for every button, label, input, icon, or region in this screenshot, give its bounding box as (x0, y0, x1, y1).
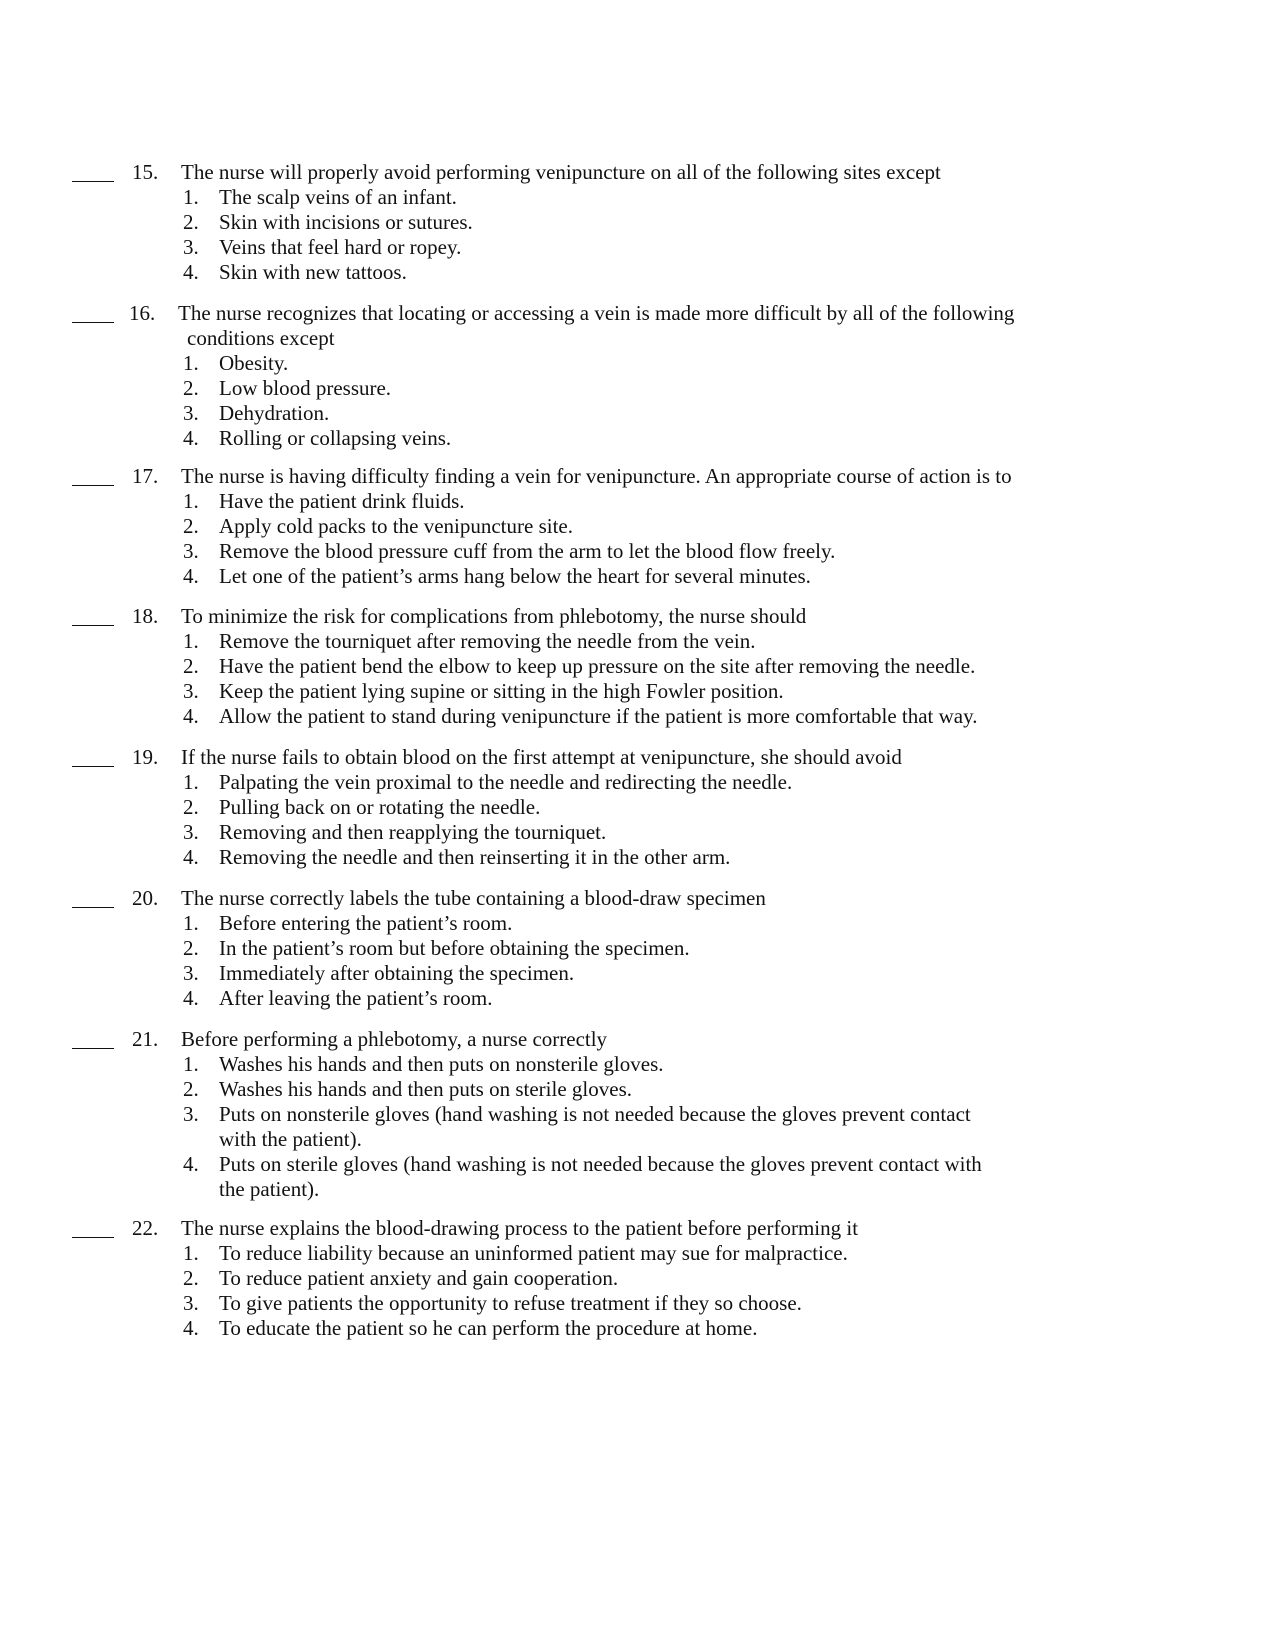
option (0, 1052, 1275, 1077)
option-text: Apply cold packs to the venipuncture site. (219, 514, 573, 538)
option (0, 770, 1275, 795)
option-number: 3. (183, 235, 199, 259)
option (0, 514, 1275, 539)
question-number: 21. (132, 1027, 159, 1051)
option (0, 1102, 1275, 1127)
question-17 (0, 464, 1275, 589)
option (0, 185, 1275, 210)
option-number: 1. (183, 185, 199, 209)
question-line (0, 160, 1275, 185)
option-number: 2. (183, 795, 199, 819)
answer-blank[interactable] (72, 883, 114, 908)
option-text: Have the patient bend the elbow to keep up pressure on the site after removing the needle. (219, 654, 976, 678)
option-number: 3. (183, 1291, 199, 1315)
option-number: 3. (183, 401, 199, 425)
answer-blank[interactable] (72, 157, 114, 182)
option-text: Remove the tourniquet after removing the needle from the vein. (219, 629, 756, 653)
option (0, 704, 1275, 729)
question-text: The nurse correctly labels the tube containing a blood-draw specimen (181, 886, 766, 910)
option (0, 351, 1275, 376)
option (0, 911, 1275, 936)
question-text: The nurse is having difficulty finding a vein for venipuncture. An appropriate course of action is to (181, 464, 1012, 488)
option-text-continued: with the patient). (219, 1127, 362, 1151)
option (0, 1291, 1275, 1316)
option-number: 2. (183, 1077, 199, 1101)
question-line (0, 301, 1275, 326)
question-line (0, 1216, 1275, 1241)
option-number: 4. (183, 845, 199, 869)
option (0, 210, 1275, 235)
option-number: 3. (183, 539, 199, 563)
option (0, 795, 1275, 820)
question-text: To minimize the risk for complications from phlebotomy, the nurse should (181, 604, 807, 628)
question-22 (0, 1216, 1275, 1341)
option-text: To educate the patient so he can perform the procedure at home. (219, 1316, 758, 1340)
option-text: Palpating the vein proximal to the needle and redirecting the needle. (219, 770, 793, 794)
option (0, 489, 1275, 514)
option-text: To reduce liability because an uninformed patient may sue for malpractice. (219, 1241, 848, 1265)
option-text: Have the patient drink fluids. (219, 489, 465, 513)
question-20 (0, 886, 1275, 1011)
option (0, 426, 1275, 451)
option-text: Immediately after obtaining the specimen. (219, 961, 575, 985)
option (0, 564, 1275, 589)
option-text: Washes his hands and then puts on sterile gloves. (219, 1077, 632, 1101)
option-number: 4. (183, 704, 199, 728)
option-text: Before entering the patient’s room. (219, 911, 513, 935)
option-number: 1. (183, 911, 199, 935)
option-text: Removing the needle and then reinserting it in the other arm. (219, 845, 731, 869)
question-text: The nurse recognizes that locating or accessing a vein is made more difficult by all of the following (178, 301, 1015, 325)
answer-blank[interactable] (72, 1024, 114, 1049)
question-line (0, 1027, 1275, 1052)
option-number: 2. (183, 936, 199, 960)
option-text: Keep the patient lying supine or sitting in the high Fowler position. (219, 679, 784, 703)
question-19 (0, 745, 1275, 870)
option-text: The scalp veins of an infant. (219, 185, 457, 209)
question-text: The nurse explains the blood-drawing process to the patient before performing it (181, 1216, 859, 1240)
option-number: 1. (183, 351, 199, 375)
option-text: Washes his hands and then puts on nonsterile gloves. (219, 1052, 664, 1076)
option-text: To give patients the opportunity to refuse treatment if they so choose. (219, 1291, 802, 1315)
question-16 (0, 301, 1275, 451)
option-text: Allow the patient to stand during venipuncture if the patient is more comfortable that way. (219, 704, 978, 728)
option (0, 679, 1275, 704)
question-number: 18. (132, 604, 159, 628)
option-number: 4. (183, 1152, 199, 1176)
question-number: 16. (129, 301, 156, 325)
answer-blank[interactable] (72, 601, 114, 626)
option (0, 986, 1275, 1011)
option (0, 845, 1275, 870)
option-number: 2. (183, 376, 199, 400)
question-15 (0, 160, 1275, 285)
option-number: 4. (183, 986, 199, 1010)
answer-blank[interactable] (72, 742, 114, 767)
option-number: 2. (183, 514, 199, 538)
option-text: Puts on sterile gloves (hand washing is not needed because the gloves prevent contact with (219, 1152, 982, 1176)
question-number: 20. (132, 886, 159, 910)
option (0, 629, 1275, 654)
question-text: The nurse will properly avoid performing venipuncture on all of the following sites except (181, 160, 941, 184)
option-number: 1. (183, 1241, 199, 1265)
option-text: Puts on nonsterile gloves (hand washing is not needed because the gloves prevent contact (219, 1102, 971, 1126)
option-number: 3. (183, 961, 199, 985)
option (0, 1152, 1275, 1177)
option-text: Removing and then reapplying the tourniquet. (219, 820, 607, 844)
question-text: If the nurse fails to obtain blood on the first attempt at venipuncture, she should avoid (181, 745, 902, 769)
option (0, 820, 1275, 845)
question-18 (0, 604, 1275, 729)
option-number: 1. (183, 770, 199, 794)
option-text: Remove the blood pressure cuff from the arm to let the blood flow freely. (219, 539, 836, 563)
option-text: In the patient’s room but before obtaining the specimen. (219, 936, 690, 960)
question-line (0, 464, 1275, 489)
option (0, 1266, 1275, 1291)
question-21 (0, 1027, 1275, 1202)
option-number: 4. (183, 260, 199, 284)
answer-blank[interactable] (72, 1213, 114, 1238)
option-number: 2. (183, 210, 199, 234)
option-text: Low blood pressure. (219, 376, 392, 400)
option-text: After leaving the patient’s room. (219, 986, 493, 1010)
option-number: 2. (183, 654, 199, 678)
option-number: 3. (183, 679, 199, 703)
question-line (0, 886, 1275, 911)
option-text: Let one of the patient’s arms hang below the heart for several minutes. (219, 564, 811, 588)
option (0, 260, 1275, 285)
option (0, 376, 1275, 401)
option (0, 1241, 1275, 1266)
option (0, 654, 1275, 679)
option-number: 1. (183, 629, 199, 653)
question-number: 22. (132, 1216, 159, 1240)
option-number: 2. (183, 1266, 199, 1290)
option-number: 4. (183, 1316, 199, 1340)
question-number: 19. (132, 745, 159, 769)
option-text-continued: the patient). (219, 1177, 320, 1201)
option-number: 3. (183, 820, 199, 844)
option-text: Rolling or collapsing veins. (219, 426, 452, 450)
option-number: 3. (183, 1102, 199, 1126)
question-line (0, 604, 1275, 629)
option (0, 539, 1275, 564)
question-line (0, 745, 1275, 770)
option (0, 401, 1275, 426)
option (0, 936, 1275, 961)
answer-blank[interactable] (72, 461, 114, 486)
option (0, 1077, 1275, 1102)
option-number: 1. (183, 489, 199, 513)
option-text: Skin with incisions or sutures. (219, 210, 473, 234)
question-text: Before performing a phlebotomy, a nurse correctly (181, 1027, 608, 1051)
option-number: 1. (183, 1052, 199, 1076)
option-number: 4. (183, 426, 199, 450)
question-text-continued: conditions except (187, 326, 335, 350)
question-number: 15. (132, 160, 159, 184)
option-text: To reduce patient anxiety and gain cooperation. (219, 1266, 619, 1290)
option (0, 1316, 1275, 1341)
option-text: Skin with new tattoos. (219, 260, 407, 284)
option (0, 235, 1275, 260)
option-text: Pulling back on or rotating the needle. (219, 795, 541, 819)
option-number: 4. (183, 564, 199, 588)
question-number: 17. (132, 464, 159, 488)
option-text: Obesity. (219, 351, 289, 375)
option-text: Dehydration. (219, 401, 330, 425)
option-text: Veins that feel hard or ropey. (219, 235, 462, 259)
answer-blank[interactable] (72, 298, 114, 323)
option (0, 961, 1275, 986)
